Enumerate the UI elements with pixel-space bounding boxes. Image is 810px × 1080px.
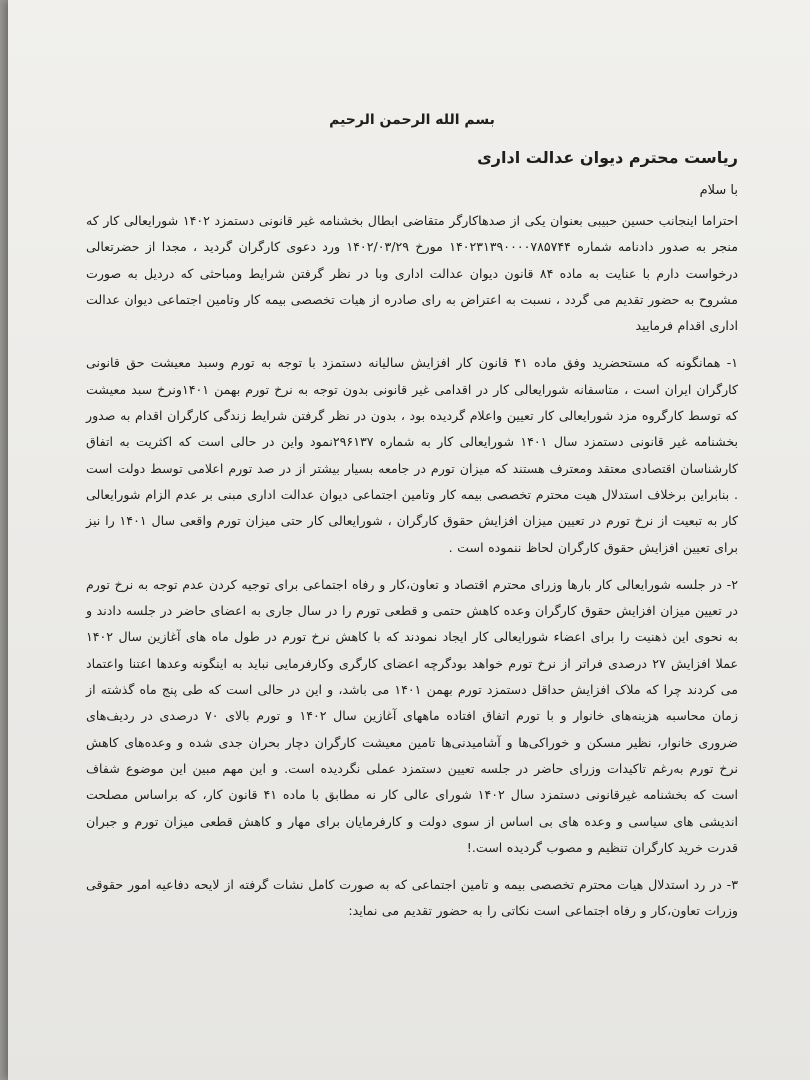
salutation: با سلام [699, 183, 738, 198]
paragraph-1: ۱- همانگونه که مستحضرید وفق ماده ۴۱ قانون کار افزایش سالیانه دستمزد با توجه به تورم وسبد معیشت حق قانونی کارگران ایران است ، متاسفانه شورایعالی کار در اقدامی غیر قانونی بدون توجه به نرخ تورم بهمن ۱۴۰۱ونرخ سبد معیشت که توسط کارگروه مزد شورایعالی کار تعیین واعلام گردیده بود ، بدون در نظر گرفتن شرایط زندگی کارگران اقدام به صدور بخشنامه غیر قانونی دستمزد سال ۱۴۰۱ شورایعالی کار به شماره ۲۹۶۱۳۷نمود واین در حالی است که اکثریت به اتفاق کارشناسان اقتصادی معتقد ومعترف هستند که میزان تورم در جامعه بسیار بیشتر از در صد تورم اعلامی توسط دولت است . بنابراین برخلاف استدلال هیت محترم تخصصی بیمه کار وتامین اجتماعی دیوان عدالت اداری مبنی بر عدم الزام شورایعالی کار به تبعیت از نرخ تورم در تعیین میزان افزایش حقوق کارگران ، شورایعالی کار حتی میزان تورم واقعی سال ۱۴۰۱ را نیز برای تعیین افزایش حقوق کارگران لحاظ ننموده است . [86, 355, 739, 555]
letter-body [86, 112, 738, 936]
basmala-heading: بسم الله الرحمن الرحیم [329, 112, 495, 128]
paragraph-3: ۳- در رد استدلال هیات محترم تخصصی بیمه و تامین اجتماعی که به صورت کامل نشات گرفته از لایحه دفاعیه امور حقوقی وزرات تعاون،کار و رفاه اجتماعی است نکاتی را به حضور تقدیم می نماید: [86, 877, 738, 919]
paragraph-2: ۲- در جلسه شورایعالی کار بارها وزرای محترم اقتصاد و تعاون،کار و رفاه اجتماعی برای توجیه کردن عدم توجه به نرخ تورم در تعیین میزان افزایش حقوق کارگران وعده کاهش حتمی و قطعی تورم را در سال جاری به اعضای حاضر در جلسه دادند و به نحوی این ذهنیت را برای اعضاء شورایعالی کار ایجاد نمودند که با کاهش نرخ تورم در طول ماه های آغازین سال ۱۴۰۲ عملا افزایش ۲۷ درصدی فراتر از نرخ تورم خواهد بودگرچه اعضای کارگری وکارفرمایی نباید به اینگونه وعدها اعتنا واعتماد می کردند چرا که ملاک افزایش حداقل دستمزد تورم بهمن ۱۴۰۱ می باشد، و این در حالی است که طی پنج ماه گذشته از زمان محاسبه هزینه‌های خانوار و با تورم اتفاق افتاده ماههای آغازین سال ۱۴۰۲ و تورم بالای ۷۰ درصدی در ردیف‌های ضروری خانوار، نظیر مسکن و خوراکی‌ها و آشامیدنی‌ها تامین معیشت کارگران دچار بحران جدی شده و وعده‌های کاهش نرخ تورم به‌رغم تاکیدات وزرای حاضر در جلسه تعیین دستمزد عملی نگردیده است. و این مهم مبین این موضوع شفاف است که بخشنامه غیرقانونی دستمزد سال ۱۴۰۲ شورای عالی کار نه مطابق با ماده ۴۱ قانون کار، که براساس مصلحت اندیشی های سیاسی و وعده های بی اساس از سوی دولت و کارفرمایان برای مهار و کاهش قطعی میزان تورم و جبران قدرت خرید کارگران تنظیم و مصوب گردیده است.! [86, 576, 739, 855]
intro-paragraph: احتراما اینجانب حسین حبیبی بعنوان یکی از صدهاکارگر متقاضی ابطال بخشنامه غیر قانونی دستمزد ۱۴۰۲ شورایعالی کار که منجر به صدور دادنامه شماره ۱۴۰۲۳۱۳۹۰۰۰۰۷۸۵۷۴۴ مورخ ۱۴۰۲/۰۳/۲۹ ورد دعوی کارگران گردید ، مجدا از حضرتعالی درخواست دارم با عنایت به ماده ۸۴ قانون دیوان عدالت اداری وبا در نظر گرفتن شرایط ومباحثی که دردیل به صورت مشروح به حضور تقدیم می گردد ، نسبت به اعتراض به رای صادره از هیات تخصصی بیمه کار وتامین اجتماعی دیوان عدالت اداری اقدام فرمایید [86, 213, 738, 334]
document-page [8, 0, 810, 1080]
addressee-heading: ریاست محترم دیوان عدالت اداری [477, 148, 738, 167]
